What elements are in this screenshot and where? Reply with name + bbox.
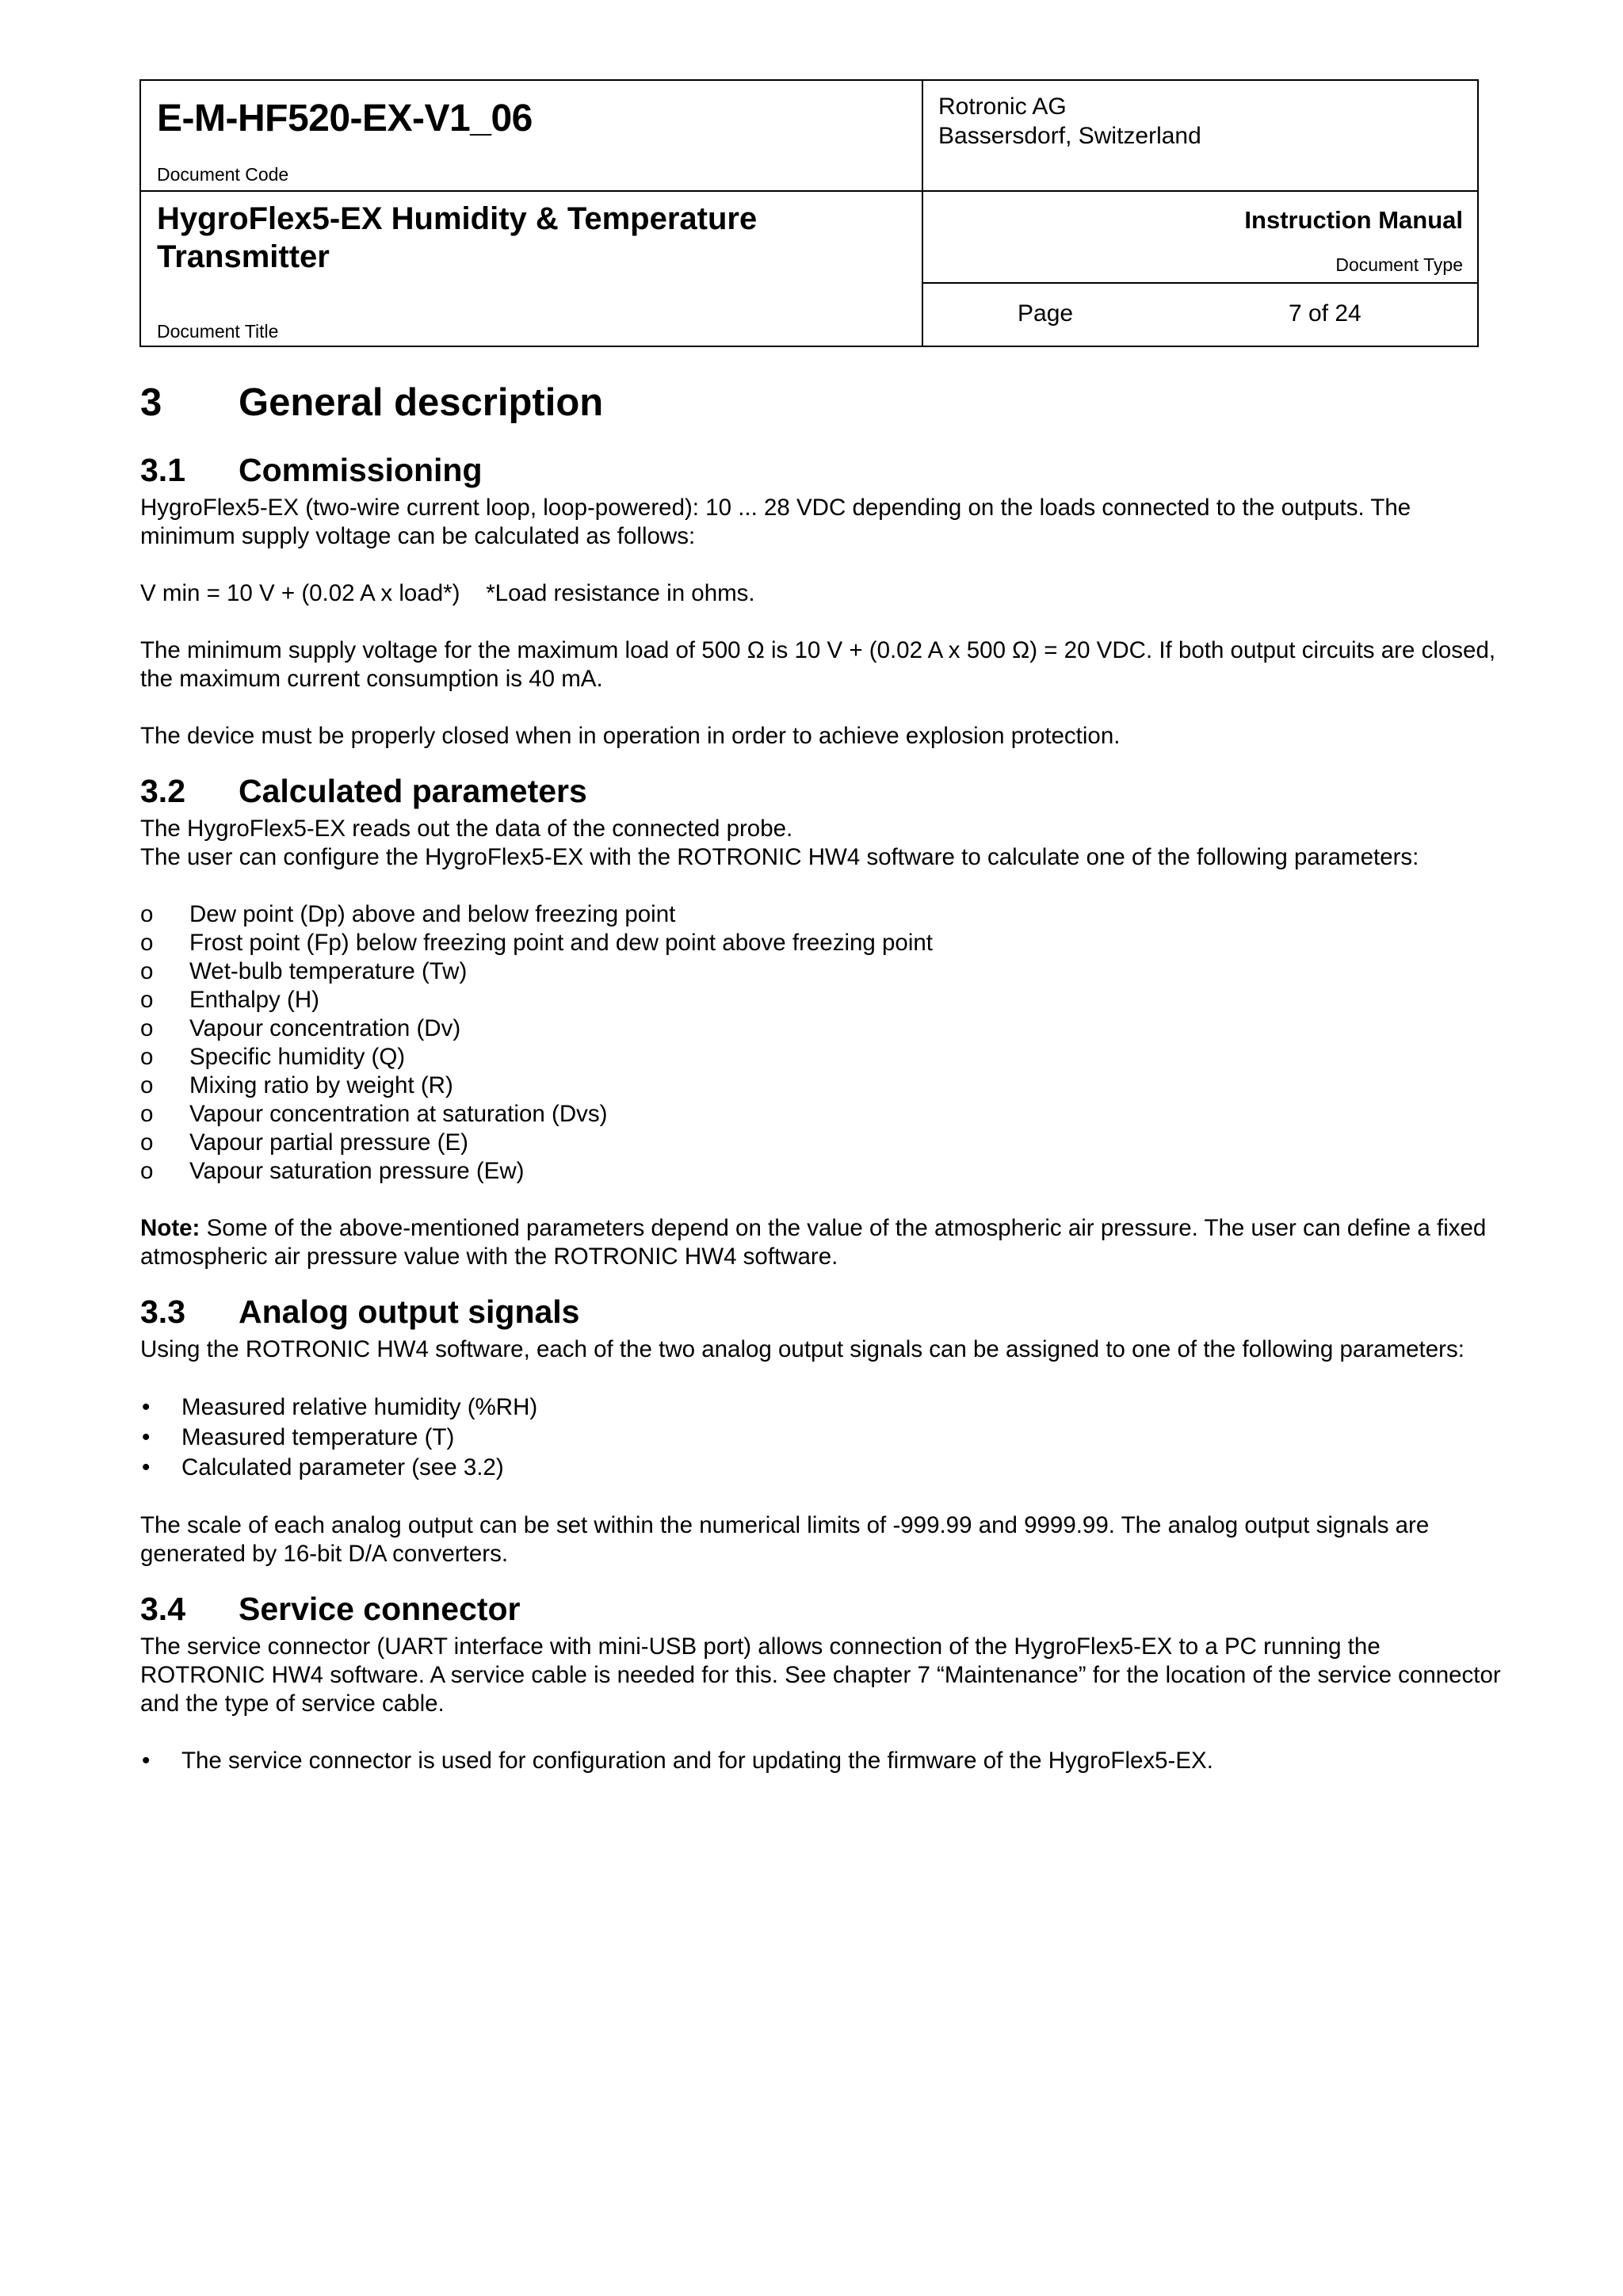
list-marker: o (140, 901, 154, 927)
page-body (140, 380, 1503, 1775)
document-title (157, 200, 870, 276)
list-item: o Specific humidity (Q) (140, 1044, 406, 1070)
section-number: 3.3 (140, 1293, 185, 1330)
section-heading-3 (140, 380, 1503, 425)
list-item: o Mixing ratio by weight (R) (140, 1072, 453, 1098)
section-title: Service connector (239, 1591, 521, 1627)
list-item: • The service connector is used for configuration and for updating the firmware of the HygroFlex5-EX. (142, 1748, 1213, 1774)
list-item: o Vapour concentration (Dv) (140, 1015, 461, 1041)
list-item: o Frost point (Fp) below freezing point and dew point above freezing point (140, 930, 933, 956)
paragraph: The HygroFlex5-EX reads out the data of the connected probe. (140, 816, 793, 842)
section-title: Commissioning (239, 452, 483, 488)
section-number: 3.2 (140, 773, 185, 809)
list-marker: • (142, 1394, 151, 1420)
document-title-label: Document Title (157, 321, 279, 342)
note-text: Some of the above-mentioned parameters depend on the value of the atmospheric air pressure. The user can define a fixed atmospheric air pressure value with the ROTRONIC HW4 software. (140, 1215, 1487, 1270)
paragraph: Using the ROTRONIC HW4 software, each of the two analog output signals can be assigned to one of the following parameters: (140, 1336, 1465, 1362)
section-title: General description (239, 381, 604, 424)
section-heading-3-2 (140, 773, 1503, 810)
list-marker: o (140, 987, 154, 1013)
section-heading-3-3 (140, 1293, 1503, 1331)
document-title-line1: HygroFlex5-EX Humidity & Temperature (157, 201, 758, 236)
document-code-label: Document Code (157, 164, 289, 185)
analog-output-parameters-list (140, 1392, 1503, 1483)
list-item: o Enthalpy (H) (140, 987, 319, 1013)
document-header (139, 79, 1479, 347)
list-item: o Vapour saturation pressure (Ew) (140, 1158, 525, 1184)
list-item: o Dew point (Dp) above and below freezing point (140, 901, 676, 927)
page-label: Page (1018, 300, 1074, 327)
page-number: 7 of 24 (1289, 300, 1361, 327)
list-item: o Wet-bulb temperature (Tw) (140, 958, 468, 984)
paragraph: The scale of each analog output can be set within the numerical limits of -999.99 and 9999.99. The analog output signals are generated by 16-bit D/A converters. (140, 1512, 1430, 1567)
calculated-parameters-list (140, 900, 1503, 1186)
paragraph: The user can configure the HygroFlex5-EX with the ROTRONIC HW4 software to calculate one of the following parameters: (140, 844, 1419, 870)
list-marker: • (142, 1454, 151, 1480)
company-name: Rotronic AG (938, 94, 1067, 120)
list-marker: o (140, 1015, 154, 1041)
section-heading-3-1 (140, 452, 1503, 489)
section-number: 3.1 (140, 452, 185, 488)
company-info (938, 92, 1201, 151)
list-marker: o (140, 1129, 154, 1156)
paragraph: The minimum supply voltage for the maximum load of 500 Ω is 10 V + (0.02 A x 500 Ω) = 20 VDC. If both output circuits are closed, the maximum current consumption is 40 mA. (140, 637, 1496, 692)
list-marker: o (140, 1158, 154, 1184)
section-heading-3-4 (140, 1591, 1503, 1628)
list-marker: o (140, 1101, 154, 1127)
document-title-line2: Transmitter (157, 239, 330, 274)
list-marker: o (140, 1044, 154, 1070)
note-label: Note: (140, 1215, 200, 1241)
section-number: 3.4 (140, 1591, 185, 1627)
list-item: • Measured relative humidity (%RH) (140, 1392, 1503, 1423)
paragraph: HygroFlex5-EX (two-wire current loop, loop-powered): 10 ... 28 VDC depending on the loads connected to the outputs. The minimum supply voltage can be calculated as follows: (140, 495, 1411, 549)
list-item: o Vapour partial pressure (E) (140, 1129, 468, 1156)
paragraph: The service connector (UART interface with mini-USB port) allows connection of the HygroFlex5-EX to a PC running the ROTRONIC HW4 software. A service cable is needed for this. See chapter 7 “Maintenance” for the location of the service connector and the type of service cable. (140, 1633, 1501, 1717)
document-type-label: Document Type (1335, 254, 1463, 275)
list-marker: o (140, 1072, 154, 1098)
note-paragraph (140, 1214, 1503, 1271)
list-item: o Vapour concentration at saturation (Dvs) (140, 1101, 608, 1127)
list-item: • Calculated parameter (see 3.2) (140, 1453, 1503, 1483)
header-divider-page (922, 282, 1477, 284)
document-code: E-M-HF520-EX-V1_06 (157, 97, 533, 139)
header-divider-horizontal (141, 190, 1477, 192)
list-marker: • (142, 1424, 151, 1450)
paragraph: The device must be properly closed when in operation in order to achieve explosion protection. (140, 723, 1121, 749)
paragraph: V min = 10 V + (0.02 A x load*) *Load resistance in ohms. (140, 580, 755, 606)
list-marker: o (140, 958, 154, 984)
service-connector-list (140, 1747, 1503, 1775)
list-marker: • (142, 1748, 151, 1774)
section-title: Analog output signals (239, 1293, 580, 1330)
section-title: Calculated parameters (239, 773, 587, 809)
list-marker: o (140, 930, 154, 956)
document-type: Instruction Manual (1244, 206, 1463, 234)
company-location: Bassersdorf, Switzerland (938, 123, 1201, 149)
header-divider-vertical (922, 81, 923, 346)
section-number: 3 (140, 381, 162, 424)
list-item: • Measured temperature (T) (140, 1423, 1503, 1453)
